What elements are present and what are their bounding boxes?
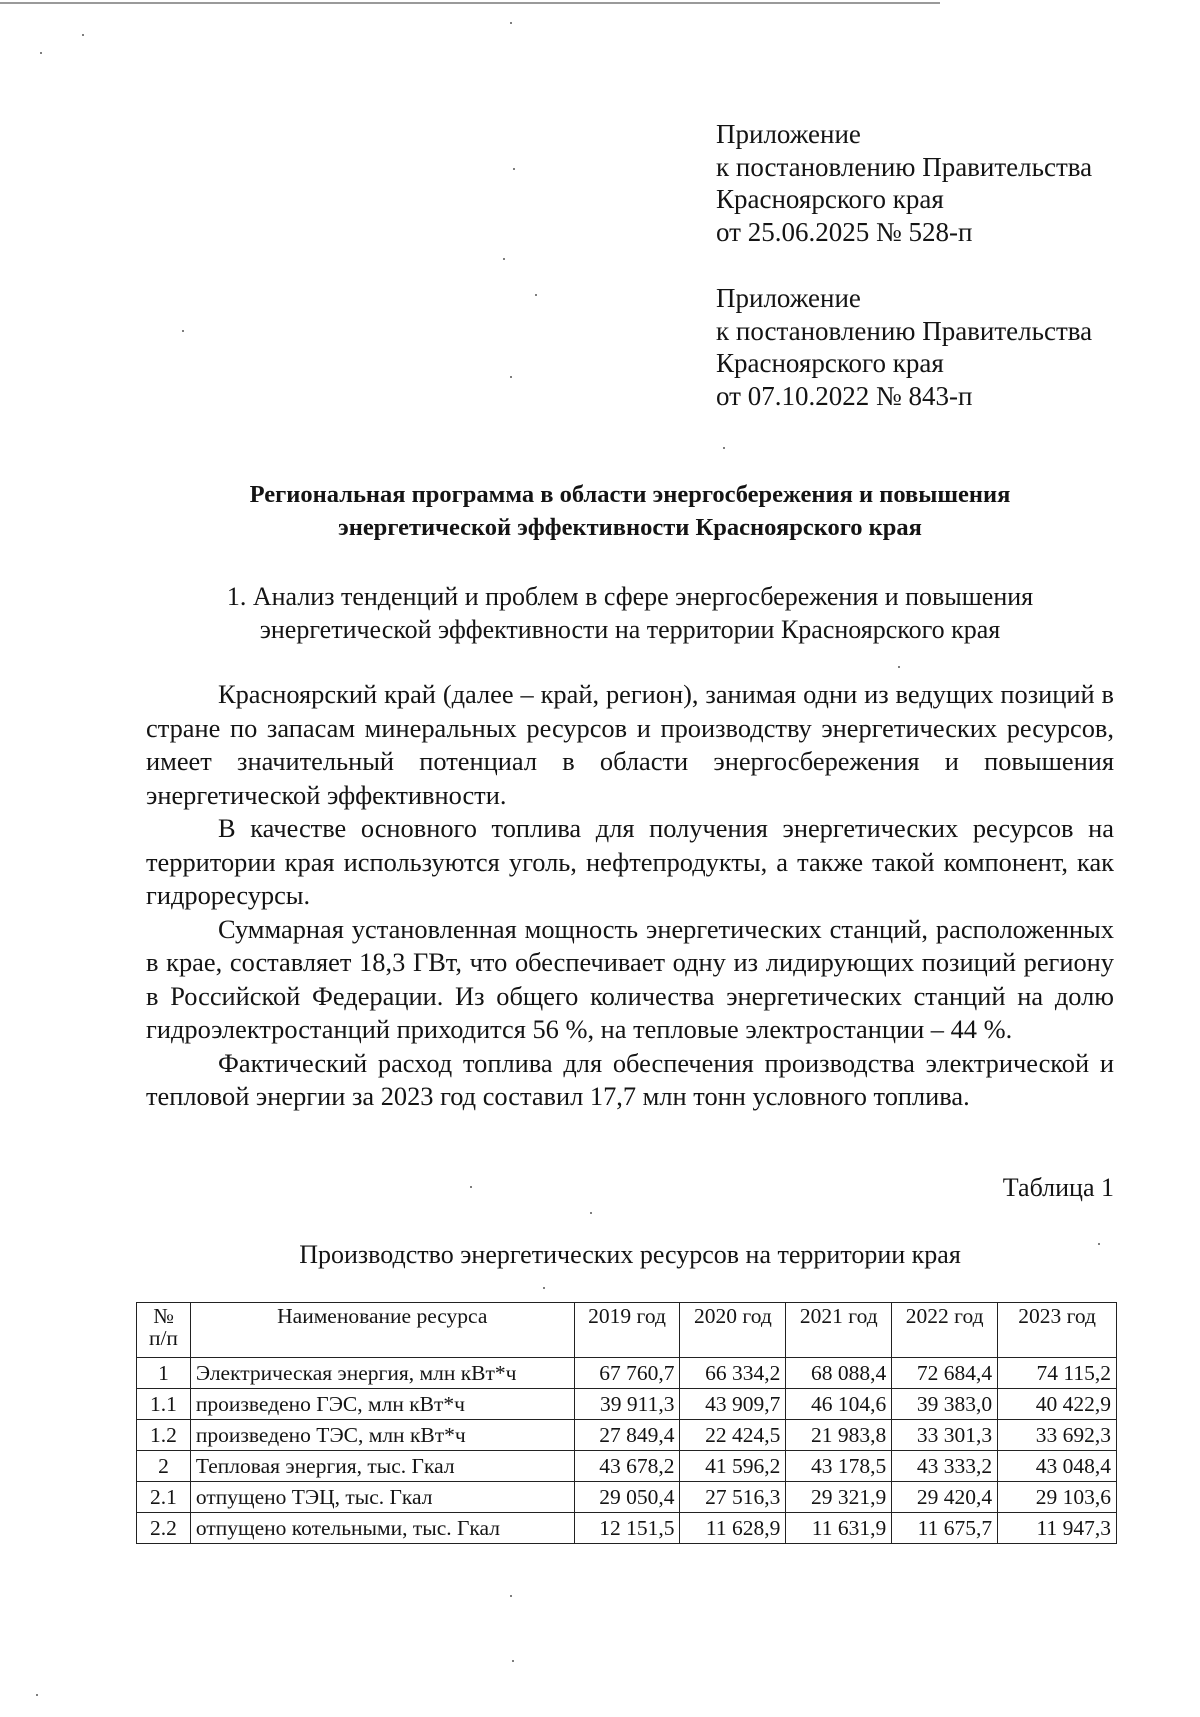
paragraph: Красноярский край (далее – край, регион), занимая одни из ведущих позиций в стране по запасам минеральных ресурсов и производству энергетических ресурсов, имеет значительный потенциал в области энергосбережения и повышения энергетической эффективности.: [146, 679, 1114, 810]
scan-speck: [182, 330, 184, 332]
cell-num: 1.2: [137, 1420, 191, 1451]
cell-2021: 21 983,8: [786, 1420, 892, 1451]
cell-num: 2: [137, 1451, 191, 1482]
annex-line: к постановлению Правительства: [716, 315, 1093, 346]
cell-2023: 74 115,2: [998, 1358, 1117, 1389]
paragraph: Фактический расход топлива для обеспечения производства электрической и тепловой энергии за 2023 год составил 17,7 млн тонн условного топлива.: [146, 1047, 1114, 1111]
scan-speck: [40, 52, 42, 54]
cell-2023: 40 422,9: [998, 1389, 1117, 1420]
table-row: [137, 1451, 1117, 1482]
scan-speck: [543, 1287, 545, 1289]
cell-2019: 43 678,2: [574, 1451, 680, 1482]
annex-block-current: [716, 118, 1092, 248]
cell-2020: 66 334,2: [680, 1358, 786, 1389]
document-title: [150, 478, 1110, 544]
annex-line: Приложение: [716, 119, 861, 149]
scan-speck: [510, 376, 512, 378]
paragraph: Суммарная установленная мощность энергетических станций, расположенных в крае, составляет 18,3 ГВт, что обеспечивает одну из лидирующих позиций региону в Российской Федерации. Из общего количества энергетических станций на долю гидроэлектростанций приходится 56 %, на тепловые электростанции – 44 %.: [146, 913, 1114, 1044]
cell-2019: 27 849,4: [574, 1420, 680, 1451]
cell-2022: 72 684,4: [892, 1358, 998, 1389]
cell-2020: 11 628,9: [680, 1513, 786, 1544]
cell-2022: 29 420,4: [892, 1482, 998, 1513]
scan-speck: [512, 1660, 514, 1662]
table-label: Таблица 1: [1002, 1173, 1114, 1202]
cell-num: 1.1: [137, 1389, 191, 1420]
section-heading: [150, 580, 1110, 646]
cell-name: Электрическая энергия, млн кВт*ч: [190, 1358, 574, 1389]
cell-2019: 29 050,4: [574, 1482, 680, 1513]
table-row: [137, 1482, 1117, 1513]
cell-2020: 27 516,3: [680, 1482, 786, 1513]
scan-speck: [535, 294, 537, 296]
cell-2019: 67 760,7: [574, 1358, 680, 1389]
scan-speck: [723, 447, 725, 449]
body-text: [146, 678, 1114, 1114]
cell-name: Тепловая энергия, тыс. Гкал: [190, 1451, 574, 1482]
cell-2023: 29 103,6: [998, 1482, 1117, 1513]
cell-name: отпущено ТЭЦ, тыс. Гкал: [190, 1482, 574, 1513]
cell-2023: 11 947,3: [998, 1513, 1117, 1544]
table-row: [137, 1358, 1117, 1389]
scan-speck: [513, 168, 515, 170]
header-2022: 2022 год: [892, 1303, 998, 1358]
table-row: [137, 1513, 1117, 1544]
annex-line: от 25.06.2025 № 528-п: [716, 216, 973, 247]
cell-2020: 41 596,2: [680, 1451, 786, 1482]
header-2023: 2023 год: [998, 1303, 1117, 1358]
annex-line: Красноярского края: [716, 348, 944, 378]
cell-2019: 12 151,5: [574, 1513, 680, 1544]
table-row: [137, 1420, 1117, 1451]
cell-2020: 22 424,5: [680, 1420, 786, 1451]
cell-2023: 33 692,3: [998, 1420, 1117, 1451]
cell-2021: 29 321,9: [786, 1482, 892, 1513]
scan-edge-line: [0, 2, 940, 4]
header-2020: 2020 год: [680, 1303, 786, 1358]
annex-line: к постановлению Правительства: [716, 151, 1093, 182]
cell-2022: 33 301,3: [892, 1420, 998, 1451]
table-header-row: [137, 1303, 1117, 1358]
cell-2022: 11 675,7: [892, 1513, 998, 1544]
table-title: Производство энергетических ресурсов на территории края: [299, 1240, 961, 1269]
scan-speck: [36, 1694, 38, 1696]
scan-speck: [510, 1595, 512, 1597]
section-heading-line: энергетической эффективности на территории Красноярского края: [259, 615, 1001, 644]
cell-2019: 39 911,3: [574, 1389, 680, 1420]
cell-2023: 43 048,4: [998, 1451, 1117, 1482]
scan-speck: [510, 22, 512, 24]
annex-line: Приложение: [716, 283, 861, 313]
cell-2022: 39 383,0: [892, 1389, 998, 1420]
scan-speck: [590, 1212, 592, 1214]
scan-speck: [898, 666, 900, 668]
cell-num: 2.2: [137, 1513, 191, 1544]
table-row: [137, 1389, 1117, 1420]
resources-table: [136, 1302, 1117, 1544]
paragraph: В качестве основного топлива для получения энергетических ресурсов на территории края используются уголь, нефтепродукты, а также такой компонент, как гидроресурсы.: [146, 813, 1114, 910]
annex-line: Красноярского края: [716, 184, 944, 214]
annex-line: от 07.10.2022 № 843-п: [716, 380, 973, 411]
header-2021: 2021 год: [786, 1303, 892, 1358]
cell-2020: 43 909,7: [680, 1389, 786, 1420]
scan-speck: [503, 258, 505, 260]
cell-num: 2.1: [137, 1482, 191, 1513]
cell-2021: 11 631,9: [786, 1513, 892, 1544]
cell-num: 1: [137, 1358, 191, 1389]
cell-name: произведено ГЭС, млн кВт*ч: [190, 1389, 574, 1420]
scan-speck: [470, 1186, 472, 1188]
section-heading-line: 1. Анализ тенденций и проблем в сфере энергосбережения и повышения: [226, 582, 1034, 611]
cell-2021: 43 178,5: [786, 1451, 892, 1482]
scan-speck: [82, 34, 84, 36]
title-line: Региональная программа в области энергосбережения и повышения: [249, 481, 1011, 508]
header-num: № п/п: [137, 1303, 191, 1358]
cell-name: произведено ТЭС, млн кВт*ч: [190, 1420, 574, 1451]
cell-name: отпущено котельными, тыс. Гкал: [190, 1513, 574, 1544]
cell-2021: 68 088,4: [786, 1358, 892, 1389]
cell-2021: 46 104,6: [786, 1389, 892, 1420]
cell-2022: 43 333,2: [892, 1451, 998, 1482]
header-2019: 2019 год: [574, 1303, 680, 1358]
title-line: энергетической эффективности Красноярского края: [338, 514, 922, 541]
header-name: Наименование ресурса: [190, 1303, 574, 1358]
annex-block-previous: [716, 282, 1092, 412]
